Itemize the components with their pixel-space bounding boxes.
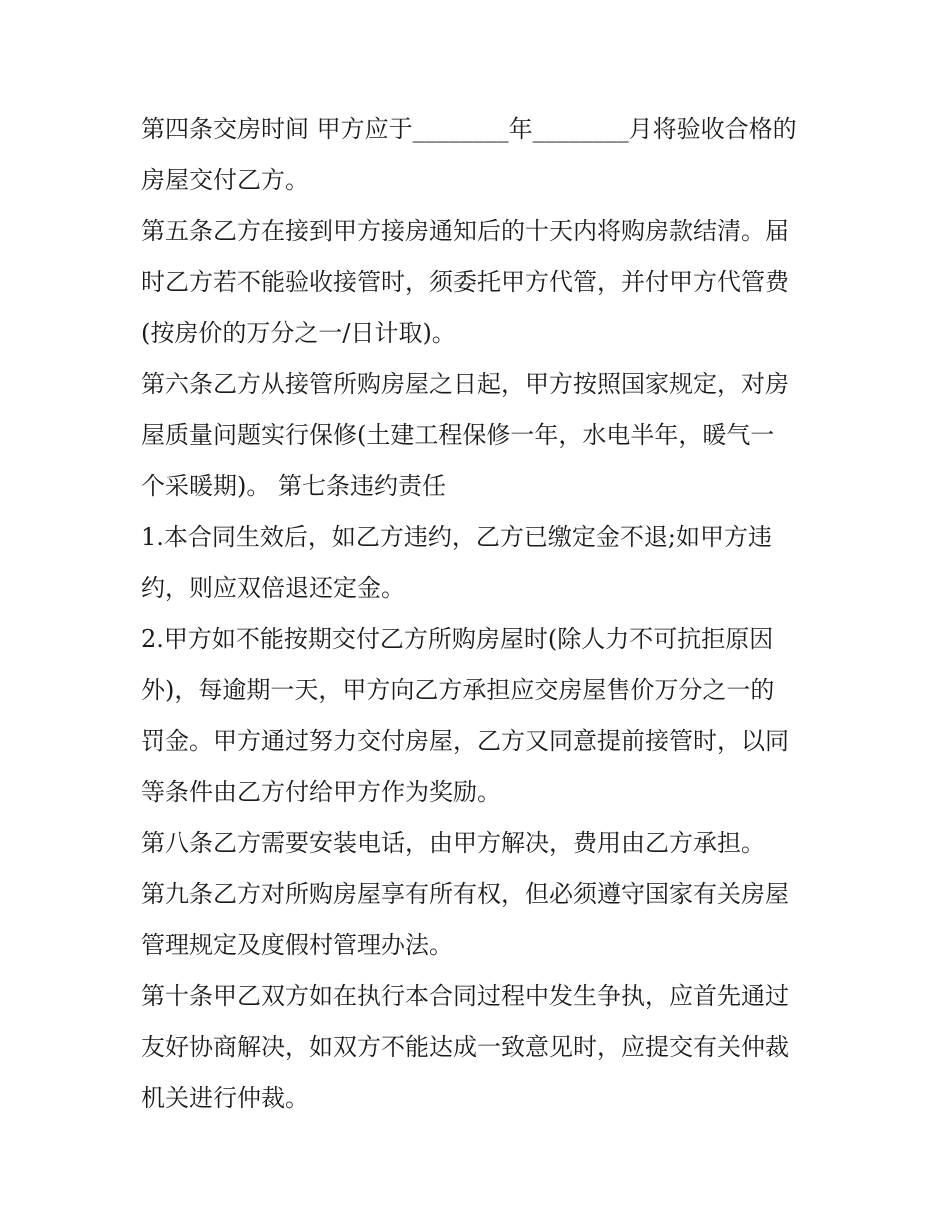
text-line: 房屋交付乙方。 xyxy=(141,166,309,194)
text-line: 屋质量问题实行保修(土建工程保修一年，水电半年，暖气一 xyxy=(141,421,775,449)
text-line: 约，则应双倍退还定金。 xyxy=(141,574,405,602)
clause-8 xyxy=(141,818,821,869)
text-line: 时乙方若不能验收接管时，须委托甲方代管，并付甲方代管费 xyxy=(141,268,789,296)
text-line: 第八条乙方需要安装电话，由甲方解决，费用由乙方承担。 xyxy=(141,829,765,857)
clause-4 xyxy=(141,104,821,206)
clause-6-7 xyxy=(141,359,821,512)
text-line: 罚金。甲方通过努力交付房屋，乙方又同意提前接管时，以同 xyxy=(141,727,789,755)
text-line: (按房价的万分之一/日计取)。 xyxy=(141,319,456,347)
text-line: 管理规定及度假村管理办法。 xyxy=(141,931,453,959)
text-line: 等条件由乙方付给甲方作为奖励。 xyxy=(141,778,501,806)
clause-7-item-1 xyxy=(141,512,821,614)
clause-5 xyxy=(141,206,821,359)
text-line: 友好协商解决，如双方不能达成一致意见时，应提交有关仲裁 xyxy=(141,1033,789,1061)
text-line: 第十条甲乙双方如在执行本合同过程中发生争执，应首先通过 xyxy=(141,982,789,1010)
text-line: 2.甲方如不能按期交付乙方所购房屋时(除人力不可抗拒原因 xyxy=(141,625,774,653)
text-line: 第六条乙方从接管所购房屋之日起，甲方按照国家规定，对房 xyxy=(141,370,789,398)
clause-7-item-2 xyxy=(141,614,821,818)
text-line: 第五条乙方在接到甲方接房通知后的十天内将购房款结清。届 xyxy=(141,217,789,245)
text-line: 外)，每逾期一天，甲方向乙方承担应交房屋售价万分之一的 xyxy=(141,676,775,704)
text-line: 第九条乙方对所购房屋享有所有权，但必须遵守国家有关房屋 xyxy=(141,880,789,908)
clause-10 xyxy=(141,971,821,1124)
text-line: 第四条交房时间 甲方应于________年________月将验收合格的 xyxy=(141,115,797,143)
text-line: 机关进行仲裁。 xyxy=(141,1084,309,1112)
text-line: 个采暖期)。 第七条违约责任 xyxy=(141,472,446,500)
clause-9 xyxy=(141,869,821,971)
text-line: 1.本合同生效后，如乙方违约，乙方已缴定金不退;如甲方违 xyxy=(141,523,772,551)
document-body xyxy=(141,104,821,1124)
